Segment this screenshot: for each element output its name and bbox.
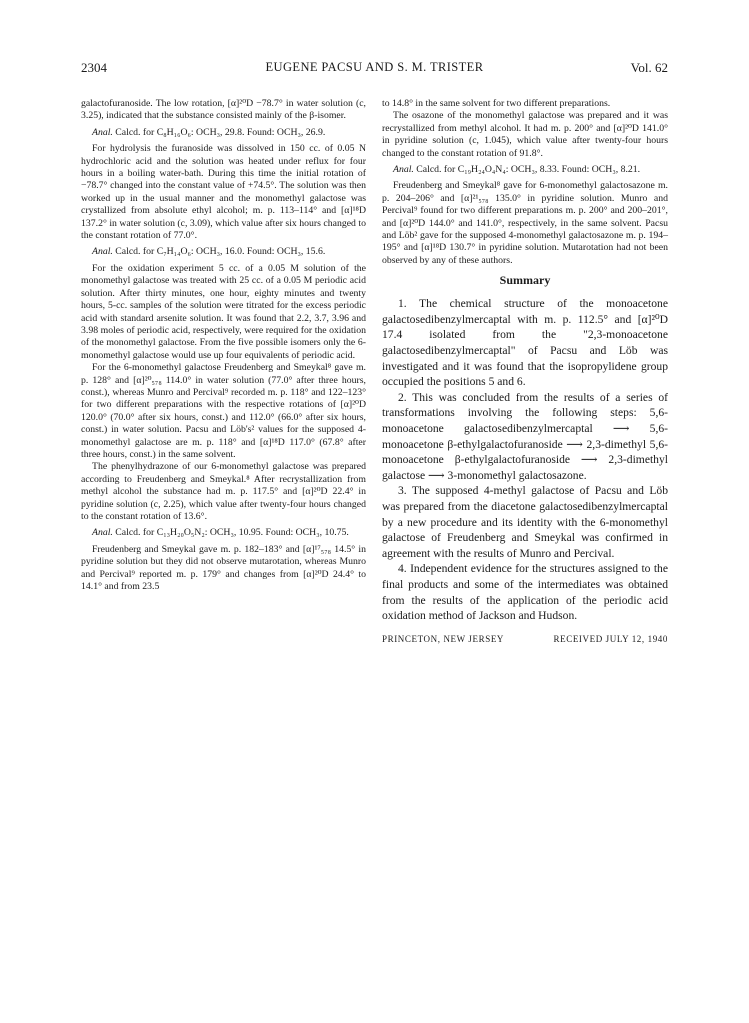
analysis-text: Calcd. for C₇H₁₄O₆: OCH₃, 16.0. Found: OCH₃, 15.6. (112, 246, 326, 258)
analysis-label: Anal. (393, 164, 414, 176)
analysis-line (81, 246, 366, 258)
right-column-body (382, 98, 668, 267)
body-paragraph: The osazone of the monomethyl galactose was prepared and it was recrystallized from methyl alcohol. It had m. p. 200° and [α]²⁰D 141.0° in pyridine solution (c, 1.045), which value after twenty-four hours changed to the constant rotation of 91.8°. (382, 110, 668, 159)
body-paragraph: to 14.8° in the same solvent for two different preparations. (382, 98, 611, 109)
running-title: EUGENE PACSU AND S. M. TRISTER (265, 60, 484, 74)
page-number: 2304 (81, 60, 107, 75)
article-footer (382, 634, 668, 644)
body-paragraph: For the oxidation experiment 5 cc. of a 0.05 M solution of the monomethyl galactose was treated with 25 cc. of a 0.05 M periodic acid solution. After thirty minutes, one hour, eighty minutes and twenty hours, 5-cc. samples of the solution were titrated for the excess periodic acid with standard arsenite solution. It was found that 2.2, 3.7, 3.96 and 3.98 moles of periodic acid, respectively, were required for the oxidation of the monomethyl galactose. From the five possible isomers only the 6-monomethyl galactose would use up four equivalents of periodic acid. (81, 262, 366, 361)
body-paragraph: galactofuranoside. The low rotation, [α]²⁰D −78.7° in water solution (c, 3.25), indicated that the substance consisted mainly of the β-isomer. (81, 98, 366, 122)
analysis-label: Anal. (92, 126, 113, 138)
summary-item: 2. This was concluded from the results of a series of transformations involving the following steps: 5,6-monoacetone galactosedibenzylmercaptal ⟶ 5,6-monoacetone β-ethylgalactofuranoside ⟶ 2,3-dimethyl 5,6-monoacetone β-ethylgalactofuranoside ⟶ 2,3-dimethyl galactose ⟶ 3-monomethyl galactosazone. (382, 390, 668, 482)
analysis-text: Calcd. for C₁₃H₂₀O₅N₂: OCH₃, 10.95. Found: OCH₃, 10.75. (112, 527, 349, 539)
summary-item: 1. The chemical structure of the monoacetone galactosedibenzylmercaptal with m. p. 112.5° and [α]²⁰D 17.4 isolated from the "2,3-monoacetone galactosedibenzylmercaptal" of Pacsu and Löb was investigated and it was found that the isopropylidene group occupied the positions 5 and 6. (382, 297, 668, 389)
body-paragraph: For the 6-monomethyl galactose Freudenberg and Smeykal⁸ gave m. p. 128° and [α]²⁰₅₇₈ 114.0° in water solution (77.0° after three hours, const.), whereas Munro and Percival⁹ recorded m. p. 118° and 122–123° for two different preparations with the respective rotations of [α]²⁰D 120.0° (70.0° after six hours, const.) and 112.0° (66.0° after six hours, const.) in water solution. Pacsu and Löb's² values for the supposed 4-monomethyl galactose are m. p. 118° and [α]¹⁸D 117.0° (67.8° after three hours, const.) in the same solvent. (81, 362, 366, 460)
body-paragraph: Freudenberg and Smeykal⁸ gave for 6-monomethyl galactosazone m. p. 204–206° and [α]²¹₅₇₈ 135.0° in pyridine solution. Munro and Percival⁹ found for two different preparations m. p. 200° and 200–201°, and [α]²⁰D 144.0° and 141.0°, respectively, in the same solvent. Pacsu and Löb² gave for the supposed 4-monomethyl galactosazone m. p. 194–195° and [α]¹⁸D 130.7° in pyridine solution. Mutarotation had not been observed by any of these authors. (382, 180, 668, 266)
body-paragraph: Freudenberg and Smeykal gave m. p. 182–183° and [α]¹⁷₅₇₈ 14.5° in pyridine solution but they did not observe mutarotation, whereas Munro and Percival⁹ reported m. p. 179° and changes from [α]²⁰D 24.4° to 14.1° and from 23.5 (81, 543, 366, 593)
page-header (81, 60, 668, 80)
analysis-text: Calcd. for C₁₉H₂₄O₄N₄: OCH₃, 8.33. Found: OCH₃, 8.21. (413, 164, 641, 176)
volume-number: Vol. 62 (630, 60, 668, 75)
summary-item: 4. Independent evidence for the structures assigned to the final products and some of the intermediates was obtained from the results of the application of the periodic acid oxidation method of Jackson and Hudson. (382, 562, 668, 623)
body-paragraph: For hydrolysis the furanoside was dissolved in 150 cc. of 0.05 N hydrochloric acid and the solution was heated under reflux for four hours in a boiling water-bath. During this time the initial rotation of −78.7° changed into the constant value of +74.5°. The solution was then worked up in the usual manner and the monomethyl galactose was crystallized from absolute ethyl alcohol; m. p. 113–114° and [α]¹⁸D 137.2° in water solution (c, 3.09), which value after six hours changed to the constant rotation of 77.0°. (81, 143, 366, 242)
summary-heading: Summary (499, 273, 551, 288)
received-date: RECEIVED JULY 12, 1940 (553, 633, 668, 644)
analysis-label: Anal. (92, 246, 113, 258)
summary-item: 3. The supposed 4-methyl galactose of Pacsu and Löb was prepared from the diacetone galactosedibenzylmercaptal by a new procedure and its identity with the 6-monomethyl galactose of Freudenberg and Smeykal was confirmed in agreement with the results of Munro and Percival. (382, 484, 668, 560)
analysis-line (81, 527, 366, 539)
right-column (382, 98, 668, 644)
summary-list (382, 296, 668, 623)
body-paragraph: The phenylhydrazone of our 6-monomethyl galactose was prepared according to Freudenberg and Smeykal.⁸ After recrystallization from methyl alcohol the substance had m. p. 117.5° and [α]²⁰D 22.4° in pyridine solution (c, 2.25), which value after twenty-four hours changed to the constant rotation of 13.6°. (81, 461, 366, 522)
analysis-label: Anal. (92, 527, 113, 539)
affiliation-location: PRINCETON, NEW JERSEY (382, 633, 505, 644)
left-column (81, 98, 366, 593)
analysis-line (382, 164, 668, 176)
analysis-line (81, 127, 366, 139)
analysis-text: Calcd. for C₈H₁₆O₆: OCH₃, 29.8. Found: OCH₃, 26.9. (112, 126, 326, 138)
